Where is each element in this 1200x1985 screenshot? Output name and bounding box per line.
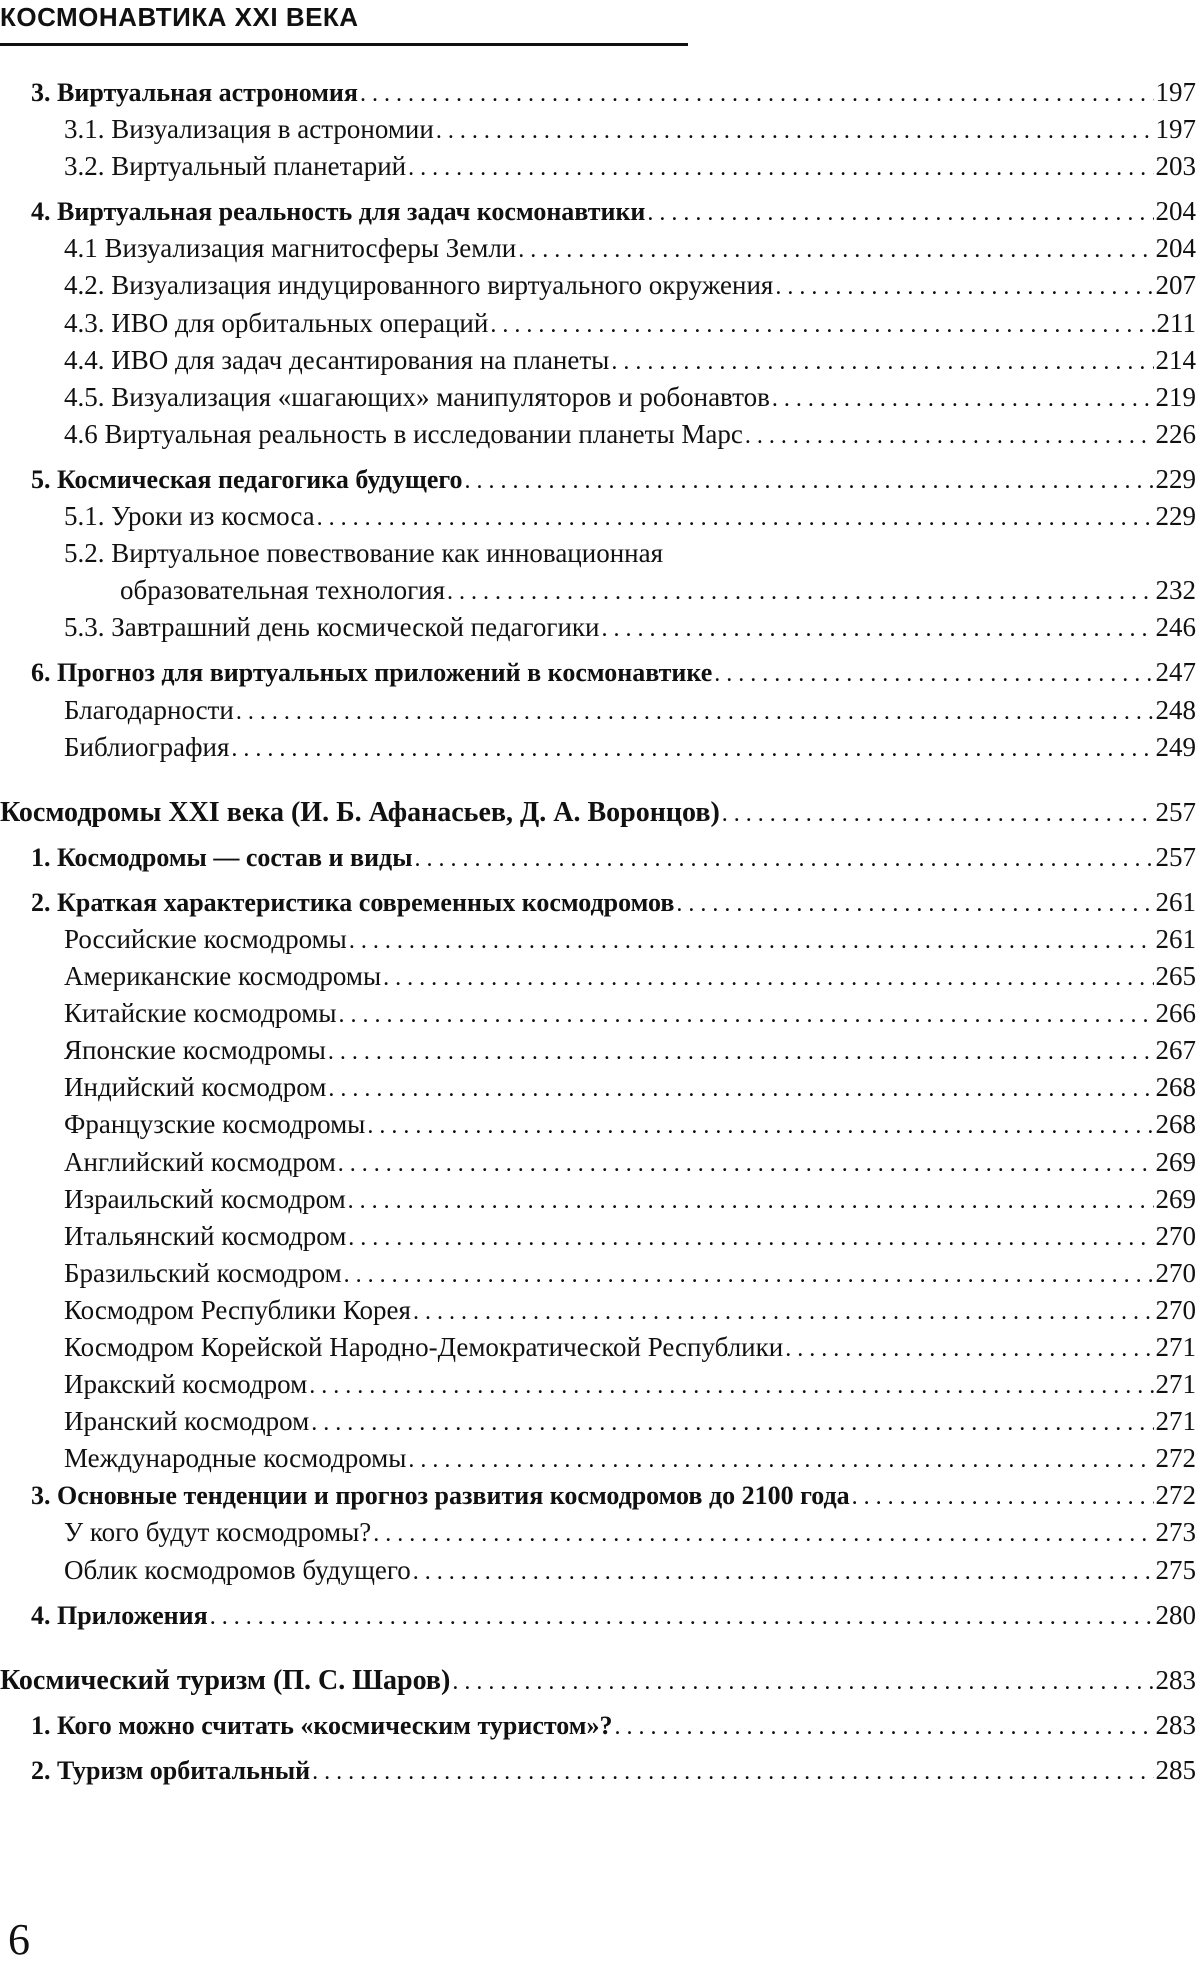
- toc-entry-page: 247: [1155, 657, 1196, 688]
- dot-leader: [348, 1183, 1154, 1220]
- toc-entry-title: 4.4. ИВО для задач десантирования на планеты: [64, 344, 610, 375]
- dot-leader: [413, 1294, 1154, 1331]
- toc-entry-page: 257: [1155, 841, 1196, 872]
- dot-leader: [408, 1442, 1153, 1479]
- toc-entry[interactable]: [0, 572, 1196, 609]
- toc-entry-title: Английский космодром: [64, 1146, 336, 1177]
- toc-entry[interactable]: [0, 535, 1196, 572]
- toc-entry-title: Благодарности: [64, 694, 234, 725]
- toc-entry-page: 207: [1155, 270, 1196, 301]
- toc-entry-title: 1. Кого можно считать «космическим туристом»?: [31, 1710, 613, 1740]
- toc-entry[interactable]: [0, 342, 1196, 379]
- toc-entry[interactable]: [0, 1752, 1196, 1789]
- toc-entry[interactable]: [0, 1552, 1196, 1589]
- dot-leader: [852, 1479, 1154, 1516]
- toc-entry-title: 2. Краткая характеристика современных космодромов: [31, 887, 675, 917]
- toc-entry-page: 197: [1155, 77, 1196, 107]
- toc-entry-page: 268: [1155, 1109, 1196, 1140]
- toc-entry-title: 4.1 Визуализация магнитосферы Земли: [64, 233, 517, 264]
- toc-entry-title: 4. Приложения: [31, 1600, 208, 1630]
- dot-leader: [349, 923, 1154, 960]
- dot-leader: [328, 1034, 1154, 1071]
- toc-entry-title: Международные космодромы: [64, 1443, 407, 1474]
- toc-entry[interactable]: [0, 995, 1196, 1032]
- toc-entry[interactable]: [0, 498, 1196, 535]
- toc-entry-page: 272: [1155, 1480, 1196, 1511]
- dot-leader: [231, 731, 1153, 768]
- toc-entry-title: 3. Виртуальная астрономия: [31, 78, 358, 107]
- dot-leader: [647, 195, 1153, 232]
- toc-entry-page: 269: [1155, 1183, 1196, 1214]
- toc-entry[interactable]: [0, 729, 1196, 766]
- toc-entry-page: 257: [1155, 796, 1196, 827]
- toc-entry[interactable]: [0, 692, 1196, 729]
- toc-entry[interactable]: [0, 1032, 1196, 1069]
- toc-entry-title: У кого будут космодромы?: [64, 1517, 372, 1548]
- toc-entry-title: образовательная технология: [120, 575, 446, 606]
- toc-entry[interactable]: [0, 1255, 1196, 1292]
- dot-leader: [490, 307, 1154, 344]
- toc-entry[interactable]: [0, 305, 1196, 342]
- toc-entry[interactable]: [0, 379, 1196, 416]
- dot-leader: [311, 1405, 1153, 1442]
- toc-entry-title: 4.6 Виртуальная реальность в исследовании планеты Марс: [64, 418, 743, 449]
- toc-entry-title: 5.3. Завтрашний день космической педагогики: [64, 612, 600, 643]
- toc-entry-title: Израильский космодром: [64, 1183, 346, 1214]
- dot-leader: [338, 997, 1153, 1034]
- toc-entry-page: 197: [1155, 114, 1196, 145]
- toc-entry[interactable]: [0, 74, 1196, 111]
- toc-chapter[interactable]: [0, 794, 1196, 831]
- toc-entry-title: 2. Туризм орбитальный: [31, 1755, 311, 1785]
- toc-entry-page: 249: [1155, 731, 1196, 762]
- dot-leader: [309, 1368, 1153, 1405]
- toc-entry-page: 273: [1155, 1517, 1196, 1548]
- toc-entry-page: 271: [1155, 1406, 1196, 1437]
- dot-leader: [373, 1516, 1153, 1553]
- toc-entry-title: Итальянский космодром: [64, 1220, 347, 1251]
- dot-leader: [518, 232, 1153, 269]
- toc-entry[interactable]: [0, 1597, 1196, 1634]
- toc-entry-title: 4.3. ИВО для орбитальных операций: [64, 307, 489, 338]
- page-number: 6: [8, 1915, 30, 1964]
- dot-leader: [714, 656, 1153, 693]
- dot-leader: [210, 1599, 1154, 1636]
- dot-leader: [360, 76, 1154, 113]
- toc-entry-page: 204: [1155, 233, 1196, 264]
- toc-entry-page: 270: [1155, 1220, 1196, 1251]
- toc-entry-page: 261: [1155, 923, 1196, 954]
- toc-entry-title: 1. Космодромы — состав и виды: [31, 842, 413, 872]
- toc-entry-page: 268: [1155, 1072, 1196, 1103]
- toc-entry-page: 270: [1155, 1294, 1196, 1325]
- dot-leader: [452, 1664, 1153, 1701]
- dot-leader: [328, 1071, 1153, 1108]
- running-head: КОСМОНАВТИКА XXI ВЕКА: [0, 2, 359, 32]
- toc-entry-page: 271: [1155, 1332, 1196, 1362]
- toc-entry-page: 204: [1155, 196, 1196, 227]
- toc-entry[interactable]: [0, 1403, 1196, 1440]
- dot-leader: [611, 344, 1153, 381]
- dot-leader: [367, 1108, 1153, 1145]
- toc-entry-title: Французские космодромы: [64, 1109, 366, 1140]
- dot-leader: [676, 886, 1153, 923]
- toc-entry-page: 203: [1155, 151, 1196, 182]
- toc-entry[interactable]: [0, 1106, 1196, 1143]
- toc-entry-page: 275: [1155, 1554, 1196, 1585]
- dot-leader: [312, 1754, 1153, 1791]
- toc-entry[interactable]: [0, 1292, 1196, 1329]
- toc-entry-page: 229: [1155, 463, 1196, 494]
- toc-entry-title: 5. Космическая педагогика будущего: [31, 464, 463, 494]
- toc-entry-page: 219: [1155, 381, 1196, 412]
- toc-entry-title: Облик космодромов будущего: [64, 1554, 411, 1585]
- toc-entry-page: 232: [1155, 575, 1196, 606]
- toc-entry-title: 4.5. Визуализация «шагающих» манипуляторов и робонавтов: [64, 381, 770, 412]
- toc-entry-title: Китайские космодромы: [64, 998, 337, 1029]
- dot-leader: [465, 463, 1154, 500]
- toc-entry[interactable]: [0, 609, 1196, 646]
- toc-entry-page: 226: [1155, 418, 1196, 449]
- toc-entry-title: 6. Прогноз для виртуальных приложений в космонавтике: [31, 658, 713, 688]
- toc-entry-page: 283: [1155, 1709, 1196, 1740]
- toc-entry[interactable]: [0, 416, 1196, 453]
- dot-leader: [601, 611, 1153, 648]
- toc-entry-title: Космодром Корейской Народно-Демократической Республики: [64, 1332, 784, 1362]
- toc-entry-page: 283: [1155, 1664, 1196, 1695]
- dot-leader: [436, 113, 1154, 150]
- toc-entry-title: 3. Основные тенденции и прогноз развития космодромов до 2100 года: [31, 1481, 850, 1511]
- toc-entry[interactable]: [0, 1477, 1196, 1514]
- toc-entry-page: 270: [1155, 1257, 1196, 1288]
- toc-entry[interactable]: [0, 193, 1196, 230]
- toc-entry[interactable]: [0, 111, 1196, 148]
- dot-leader: [413, 1554, 1154, 1591]
- header-rule: [0, 43, 688, 46]
- dot-leader: [317, 500, 1154, 537]
- toc-entry[interactable]: [0, 148, 1196, 185]
- toc-entry-title: Космодром Республики Корея: [64, 1294, 411, 1325]
- toc-entry-page: 261: [1155, 886, 1196, 917]
- toc-entry-title: Индийский космодром: [64, 1072, 327, 1103]
- toc-entry-page: 269: [1155, 1146, 1196, 1177]
- toc-entry[interactable]: [0, 1181, 1196, 1218]
- toc-entry-title: Американские космодромы: [64, 961, 382, 992]
- toc-entry-title: Иракский космодром: [64, 1369, 308, 1400]
- toc-entry-title: Библиография: [64, 731, 230, 762]
- toc-entry-title: 4.2. Визуализация индуцированного виртуального окружения: [64, 270, 774, 301]
- toc-entry[interactable]: [0, 654, 1196, 691]
- toc-entry-title: 5.2. Виртуальное повествование как инновационная: [64, 538, 663, 569]
- dot-leader: [236, 694, 1154, 731]
- toc-entry[interactable]: [0, 461, 1196, 498]
- toc-entry[interactable]: [0, 1514, 1196, 1551]
- dot-leader: [775, 269, 1153, 306]
- dot-leader: [383, 960, 1153, 997]
- dot-leader: [415, 841, 1154, 878]
- toc-entry[interactable]: [0, 1144, 1196, 1181]
- toc-entry-page: 271: [1155, 1369, 1196, 1400]
- toc-entry-title: 3.2. Виртуальный планетарий: [64, 151, 407, 182]
- toc-entry[interactable]: [0, 1707, 1196, 1744]
- toc-entry-title: 4. Виртуальная реальность для задач космонавтики: [31, 197, 646, 227]
- toc-entry-page: 266: [1155, 998, 1196, 1029]
- toc-entry[interactable]: [0, 267, 1196, 304]
- dot-leader: [338, 1146, 1154, 1183]
- toc-entry[interactable]: [0, 839, 1196, 876]
- dot-leader: [447, 574, 1153, 611]
- toc-entry[interactable]: [0, 921, 1196, 958]
- dot-leader: [745, 418, 1154, 455]
- toc-entry-page: 214: [1155, 344, 1196, 375]
- toc-entry[interactable]: [0, 884, 1196, 921]
- dot-leader: [785, 1331, 1153, 1368]
- toc-entry[interactable]: [0, 230, 1196, 267]
- toc-entry-page: 265: [1155, 961, 1196, 992]
- toc-entry[interactable]: [0, 1218, 1196, 1255]
- toc-entry[interactable]: [0, 1440, 1196, 1477]
- toc-entry-page: 246: [1155, 612, 1196, 643]
- toc-entry[interactable]: [0, 1329, 1196, 1366]
- toc-entry-title: Иранский космодром: [64, 1406, 310, 1437]
- toc-entry[interactable]: [0, 958, 1196, 995]
- toc-entry-title: Бразильский космодром: [64, 1257, 342, 1288]
- toc-entry-page: 272: [1155, 1443, 1196, 1474]
- toc-entry-page: 285: [1155, 1754, 1196, 1785]
- table-of-contents: [0, 74, 1196, 1789]
- dot-leader: [615, 1709, 1154, 1746]
- toc-entry-page: 229: [1155, 501, 1196, 532]
- toc-entry-title: 3.1. Визуализация в астрономии: [64, 114, 434, 145]
- dot-leader: [722, 796, 1154, 833]
- toc-entry[interactable]: [0, 1366, 1196, 1403]
- toc-entry[interactable]: [0, 1069, 1196, 1106]
- dot-leader: [344, 1257, 1154, 1294]
- toc-entry-title: 5.1. Уроки из космоса: [64, 501, 315, 532]
- dot-leader: [348, 1220, 1153, 1257]
- toc-chapter[interactable]: [0, 1662, 1196, 1699]
- toc-entry-title: Космический туризм (П. С. Шаров): [0, 1664, 451, 1696]
- toc-entry-page: 280: [1155, 1599, 1196, 1630]
- toc-entry-page: 267: [1155, 1035, 1196, 1066]
- toc-entry-page: 248: [1155, 694, 1196, 725]
- toc-entry-title: Японские космодромы: [64, 1035, 326, 1066]
- toc-entry-page: 211: [1156, 307, 1196, 338]
- toc-entry-title: Российские космодромы: [64, 923, 347, 954]
- dot-leader: [772, 381, 1154, 418]
- toc-entry-title: Космодромы XXI века (И. Б. Афанасьев, Д. А. Воронцов): [0, 796, 720, 828]
- dot-leader: [408, 150, 1153, 187]
